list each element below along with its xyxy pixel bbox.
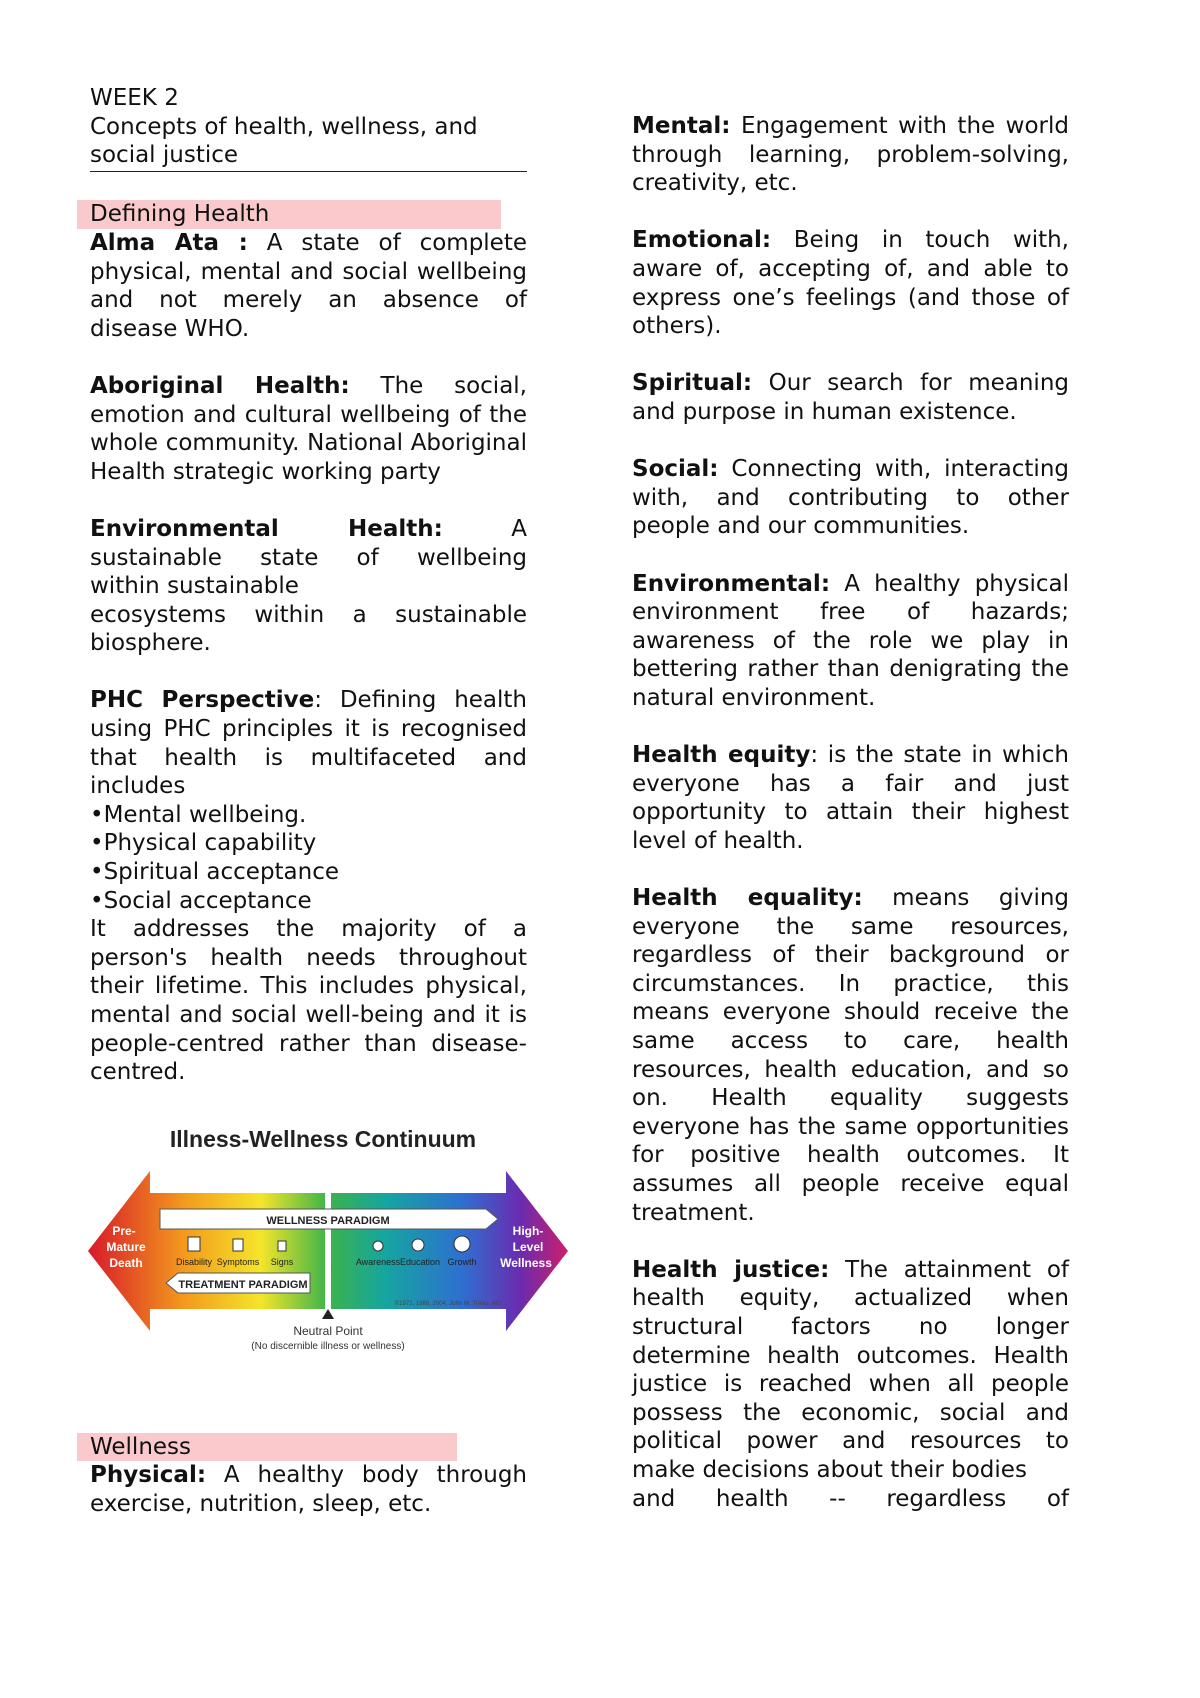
- disability-marker: [188, 1237, 200, 1251]
- aboriginal-health-term: Aboriginal Health:: [90, 372, 350, 399]
- alma-ata-definition: [90, 229, 527, 343]
- signs-marker: [278, 1241, 286, 1251]
- defining-health-heading: Defining Health: [77, 200, 501, 229]
- left-column: [90, 84, 552, 1519]
- right-end-label-3: Wellness: [500, 1255, 552, 1270]
- alma-ata-term: Alma Ata :: [90, 229, 248, 256]
- diagram-title: Illness-Wellness Continuum: [169, 1125, 477, 1152]
- environmental-wellness-definition: [632, 570, 1069, 713]
- mental-term: Mental:: [632, 113, 731, 139]
- health-justice-term: Health justice:: [632, 1256, 830, 1283]
- phc-perspective-definition: [90, 686, 527, 800]
- list-item: • Social acceptance: [90, 887, 527, 916]
- left-end-label-3: Death: [109, 1255, 143, 1270]
- health-equality-term: Health equality:: [632, 885, 863, 912]
- growth-marker: [454, 1236, 470, 1252]
- neutral-point-label: Neutral Point: [293, 1323, 363, 1338]
- env-health-line3: within sustainable: [90, 573, 299, 600]
- stage-label-awareness: Awareness: [355, 1256, 401, 1267]
- phc-perspective-text: : Defining health using PHC principles it is recognised that health is multifaceted and includes: [90, 687, 528, 800]
- environmental-text: A healthy physical environment free of hazards; awareness of the role we play in bettering rather than denigrating the natural environment.: [632, 570, 1069, 711]
- mental-wellness-definition: [632, 112, 1069, 198]
- aboriginal-health-text: The social, emotion and cultural wellbeing of the whole community. National Aboriginal Health strategic working party: [90, 372, 527, 485]
- week-label: WEEK 2: [90, 85, 179, 111]
- treatment-paradigm-label: TREATMENT PARADIGM: [178, 1278, 308, 1291]
- diagram-copyright: ©1972, 1988, 2004, John W. Travis, MD: [394, 1300, 502, 1307]
- env-health-line5: biosphere.: [90, 630, 211, 657]
- continuum-svg: [88, 1123, 568, 1363]
- spiritual-wellness-definition: [632, 369, 1069, 426]
- health-equity-text: : is the state in which everyone has a fair and just opportunity to attain their highest level of health.: [632, 742, 1070, 854]
- health-justice-last-line: and health -- regardless of: [632, 1485, 1069, 1512]
- illness-wellness-continuum-diagram: [88, 1123, 568, 1363]
- emotional-text: Being in touch with, aware of, accepting of, and able to express one’s feelings (and those of others).: [632, 227, 1069, 340]
- health-equity-definition: [632, 741, 1069, 855]
- physical-term: Physical:: [90, 1462, 207, 1489]
- neutral-point-icon: [322, 1309, 334, 1319]
- alma-ata-text: A state of complete physical, mental and social wellbeing and not merely an absence of disease WHO.: [90, 229, 528, 342]
- stage-label-disability: Disability: [175, 1256, 213, 1267]
- wellness-heading: Wellness: [77, 1433, 457, 1462]
- mental-text: Engagement with the world through learning, problem-solving, creativity, etc.: [632, 113, 1069, 197]
- left-end-label-2: Mature: [106, 1239, 146, 1254]
- env-health-line1-end: A: [442, 515, 527, 542]
- right-end-label-1: High-: [512, 1223, 544, 1238]
- social-term: Social:: [632, 456, 719, 483]
- spiritual-term: Spiritual:: [632, 370, 753, 397]
- social-text: Connecting with, interacting with, and contributing to other people and our communities.: [632, 456, 1069, 540]
- list-item: • Mental wellbeing.: [90, 801, 527, 830]
- right-end-label-2: Level: [512, 1239, 544, 1254]
- education-marker: [412, 1239, 424, 1251]
- phc-closing-paragraph: It addresses the majority of a person's health needs throughout their lifetime. This includes physical, mental and social well-being and it is people-centred rather than disease-centred.: [90, 916, 527, 1086]
- social-wellness-definition: [632, 455, 1069, 541]
- health-equality-definition: [632, 884, 1069, 1227]
- emotional-wellness-definition: [632, 226, 1069, 340]
- wellness-paradigm-label: WELLNESS PARADIGM: [266, 1214, 390, 1227]
- page-title-line1: Concepts of health, wellness, and: [90, 113, 478, 140]
- env-health-line4: ecosystems within a sustainable: [90, 601, 527, 628]
- page-title: [90, 113, 527, 172]
- health-equity-term: Health equity: [632, 742, 811, 769]
- environmental-health-term: Environmental Health:: [90, 515, 443, 542]
- page-title-line2: social justice: [90, 142, 239, 169]
- health-equality-text: means giving everyone the same resources, regardless of their background or circumstances. In practice, this means everyone should receive the same access to care, health resources, health education, and so on. Health equality suggests everyone has the same opportunities for positive health outcomes. It assumes all people receive equal treatment.: [632, 885, 1070, 1226]
- awareness-marker: [373, 1241, 383, 1251]
- stage-label-symptoms: Symptoms: [216, 1256, 260, 1267]
- environmental-term: Environmental:: [632, 570, 831, 597]
- phc-bullet-list: [90, 801, 527, 915]
- spiritual-text: Our search for meaning and purpose in human existence.: [632, 370, 1069, 425]
- phc-perspective-term: PHC Perspective: [90, 687, 315, 714]
- physical-wellness-definition: [90, 1461, 527, 1518]
- env-health-line1: [90, 515, 527, 544]
- left-end-label-1: Pre-: [112, 1223, 136, 1238]
- stage-label-education: Education: [399, 1256, 441, 1267]
- health-justice-definition: [632, 1256, 1069, 1485]
- symptoms-marker: [233, 1239, 243, 1251]
- aboriginal-health-definition: [90, 372, 527, 486]
- list-item: • Physical capability: [90, 829, 527, 858]
- environmental-health-definition: [90, 515, 527, 658]
- env-health-line2: sustainable state of wellbeing: [90, 544, 527, 571]
- stage-label-growth: Growth: [447, 1256, 477, 1267]
- neutral-point-note: (No discernible illness or wellness): [251, 1340, 405, 1352]
- health-justice-text: The attainment of health equity, actualized when structural factors no longer determine health outcomes. Health justice is reached when all people possess the economic, social and political power and resources to make decisions about their bodies: [632, 1256, 1069, 1483]
- stage-label-signs: Signs: [270, 1256, 294, 1267]
- emotional-term: Emotional:: [632, 227, 772, 254]
- physical-text: A healthy body through exercise, nutrition, sleep, etc.: [90, 1462, 527, 1517]
- list-item: • Spiritual acceptance: [90, 858, 527, 887]
- right-column: [632, 112, 1069, 1513]
